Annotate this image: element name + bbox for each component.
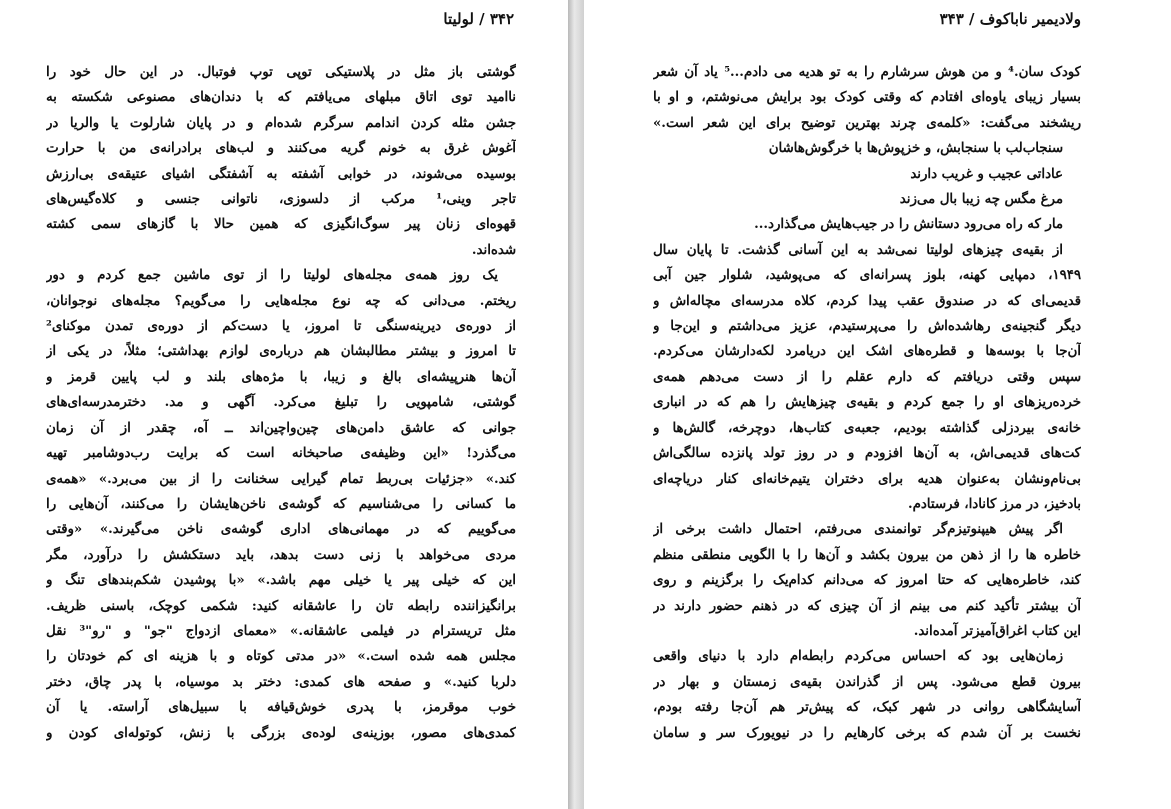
text-line: کت‌های قدیمی‌اش، به آن‌ها افزودم و در روز تولد پانزده سالگی‌اش bbox=[653, 446, 1081, 462]
page-header: ولادیمیر ناباکوف / ۳۴۳ bbox=[939, 10, 1081, 28]
text-line: سپس وقتی دریافتم که دارم عقلم را از دست می‌دهم همه‌ی bbox=[653, 369, 1081, 385]
text-line: بادخیز، در مرز کانادا، فرستادم. bbox=[908, 496, 1081, 512]
poem-line: مرغ مگس چه زیبا بال می‌زند bbox=[899, 192, 1063, 208]
text-line: جوانی که عاشق دامن‌های چین‌واچین‌اند ــ آه، چقدر از آن زمان bbox=[46, 420, 516, 436]
text-line: مثل تریسترام در فیلمی عاشقانه.» «معمای ازدواج "جو" و "رو"³ نقل bbox=[46, 623, 516, 639]
text-line: بوسیده می‌شوند، در خوابی آشفته به آشفتگی اشیای عتیقه‌ی بی‌ارزش bbox=[46, 166, 516, 182]
page-body bbox=[46, 60, 516, 746]
text-line: کند.» «جزئیات بی‌ربط تمام گیرایی سخنانت را از بین می‌برد.» «همه‌ی bbox=[46, 471, 516, 487]
page-header: ۳۴۲ / لولیتا bbox=[443, 10, 514, 28]
text-line: کمدی‌های مصور، بوزینه‌ی لوده‌ی بزرگی با زنش، کوتوله‌ای کودن و bbox=[46, 725, 516, 741]
text-line: کودک سان.⁴ و من هوش سرشارم را به تو هدیه می دادم...⁵ یاد آن شعر bbox=[653, 65, 1081, 80]
text-line: از بقیه‌ی چیزهای لولیتا نمی‌شد به این آسانی گذشت. تا پایان سال bbox=[653, 242, 1063, 258]
right-page bbox=[584, 0, 1171, 809]
text-line: تاجر وینی،¹ مرکب از دلسوزی، ناتوانی جنسی و کلاه‌گیس‌های bbox=[46, 192, 516, 208]
text-line: آسایشگاهی روانی در شهر کبک، که پیش‌تر هم آن‌جا رفته بودم، bbox=[653, 700, 1081, 716]
text-line: شده‌اند. bbox=[471, 242, 516, 258]
text-line: زمان‌هایی بود که احساس می‌کردم رابطه‌ام دارد با دنیای واقعی bbox=[653, 649, 1063, 665]
text-line: مردی می‌خواهد با زنی دست بدهد، باید دستکشش را درآورد، مگر bbox=[46, 547, 516, 563]
text-line: بسیار زیبای یاوه‌ای افتادم که وقتی کودک بود برایش می‌نوشتم، و او با bbox=[653, 90, 1081, 106]
text-line: یک روز همه‌ی مجله‌های لولیتا را از توی ماشین جمع کردم و دور bbox=[46, 268, 498, 284]
text-line: آن‌جا با بوسه‌ها و قطره‌های اشک این دریامرد لکه‌دارشان می‌کردم. bbox=[653, 344, 1081, 360]
text-line: خرده‌ریزهای او را جمع کردم و بقیه‌ی چیزهایش را هم که در انباری bbox=[653, 395, 1081, 411]
text-line: کند، خاطره‌هایی که حتا امروز که می‌دانم کدام‌یک را برگزینم و روی bbox=[653, 573, 1081, 589]
page-gutter bbox=[568, 0, 584, 809]
text-line: آغوش غرق به خونم گریه می‌کنند و لب‌های برادرانه‌ی من با حرارت bbox=[46, 141, 516, 157]
poem-line: عاداتی عجیب و غریب دارند bbox=[910, 166, 1063, 182]
text-line: مجلس همه شده است.» «در مدتی کوتاه و با هزینه ای کم خودتان را bbox=[46, 649, 516, 665]
text-line: این کتاب اغراق‌آمیزتر آمده‌اند. bbox=[913, 623, 1081, 639]
text-line: دیگر گنجینه‌ی رهاشده‌اش را می‌پرستیدم، عزیز می‌داشتم و این‌جا و bbox=[653, 319, 1081, 335]
page-body bbox=[653, 60, 1081, 746]
text-line: خوب موقرمز، با پدری خوش‌قیافه با سبیل‌های آراسته. یا آن bbox=[46, 700, 516, 716]
text-line: اگر پیش هیپنوتیزم‌گر توانمندی می‌رفتم، احتمال داشت برخی از bbox=[653, 522, 1063, 538]
text-line: نخست بر آن شدم که برخی کارهایم را در نیویورک سر و سامان bbox=[653, 725, 1081, 741]
text-line: قهوه‌ای زنان پیر سوگ‌انگیزی که همین حالا با گازهای سمی کشته bbox=[46, 217, 516, 233]
text-line: می‌گوییم که در مهمانی‌های اداری گوشه‌ی ناخن می‌گیرند.» «وقتی bbox=[46, 522, 516, 538]
text-line: آن بیشتر تأکید کنم می بینم از آن چیزی که در ذهنم حضور دارند در bbox=[653, 598, 1081, 614]
text-line: از دوره‌ی دیرینه‌سنگی تا امروز، یا دست‌کم از دوره‌ی تمدن موکنای² bbox=[46, 319, 516, 335]
text-line: ما کسانی را می‌شناسیم که گوشه‌ی ناخن‌هایشان را می‌کنند، آن‌هایی را bbox=[46, 496, 516, 512]
text-line: خاطره ها را از ذهن من بیرون بکشد و آن‌ها را با الگویی منطقی منظم bbox=[653, 547, 1081, 563]
text-line: گوشتی، شامپویی را تبلیغ می‌کرد. آگهی و مد. دخترمدرسه‌ای‌های bbox=[46, 395, 516, 411]
text-line: قدیمی‌ای که در صندوق عقب پیدا کردم، کلاه مدرسه‌ای مچاله‌اش و bbox=[653, 293, 1081, 309]
text-line: آن‌ها هنرپیشه‌ای بالغ و زیبا، با مژه‌های بلند و لب پایین قرمز و bbox=[46, 369, 516, 385]
text-line: ۱۹۴۹، دمپایی کهنه، بلوز پسرانه‌ای که می‌پوشید، شلوار جین آبی bbox=[653, 268, 1081, 284]
text-line: ریختم. می‌دانی که چه نوع مجله‌هایی را می‌گویم؟ مجله‌های نوجوانان، bbox=[46, 293, 516, 309]
text-line: جشن مثله کردن اندامم سرگرم شده‌ام و در پایان شارلوت یا والریا در bbox=[46, 115, 516, 131]
text-line: دلربا کنید.» و صفحه های کمدی: دختر بد موسیاه، با پدر چاق، دختر bbox=[46, 674, 516, 690]
text-line: برانگیزاننده رابطه تان را عاشقانه کنید: شکمی کوچک، باسنی ظریف. bbox=[46, 598, 516, 614]
text-line: خانه‌ی بیردزلی گذاشته بودیم، جعبه‌ی کتاب‌ها، دوچرخه، گالش‌ها و bbox=[653, 420, 1081, 436]
text-line: می‌گذرد! «این وظیفه‌ی صاحبخانه است که برایت رب‌دوشامبر تهیه bbox=[46, 446, 516, 462]
text-line: تا امروز و بیشتر مطالبشان هم درباره‌ی لوازم بهداشتی؛ مثلاً، در یکی از bbox=[46, 344, 516, 360]
poem-line: مار که راه می‌رود دستانش را در جیب‌هایش می‌گذارد... bbox=[754, 217, 1063, 233]
text-line: این که خیلی پیر یا خیلی مهم باشد.» «با پوشیدن شکم‌بندهای تنگ و bbox=[46, 573, 516, 589]
text-line: بیرون قطع می‌شود. پس از گذراندن بقیه‌ی زمستان و بهار در bbox=[653, 674, 1081, 690]
text-line: ریشخند می‌گفت: «کلمه‌ی چرند بهترین توضیح برای این شعر است.» bbox=[653, 115, 1081, 131]
poem-line: سنجاب‌لب با سنجابش، و خزپوش‌ها با خرگوش‌هاشان bbox=[768, 141, 1063, 157]
left-page bbox=[0, 0, 568, 809]
text-line: بی‌نام‌ونشان به‌عنوان هدیه برای دختران یتیم‌خانه‌ای کنار دریاچه‌ای bbox=[653, 471, 1081, 487]
text-line: گوشتی باز مثل در پلاستیکی توپی توپ فوتبال. در این حال خود را bbox=[46, 65, 516, 80]
text-line: ناامید توی اتاق مبلهای می‌یافتم که با دندان‌های مصنوعی شکسته به bbox=[46, 90, 516, 106]
